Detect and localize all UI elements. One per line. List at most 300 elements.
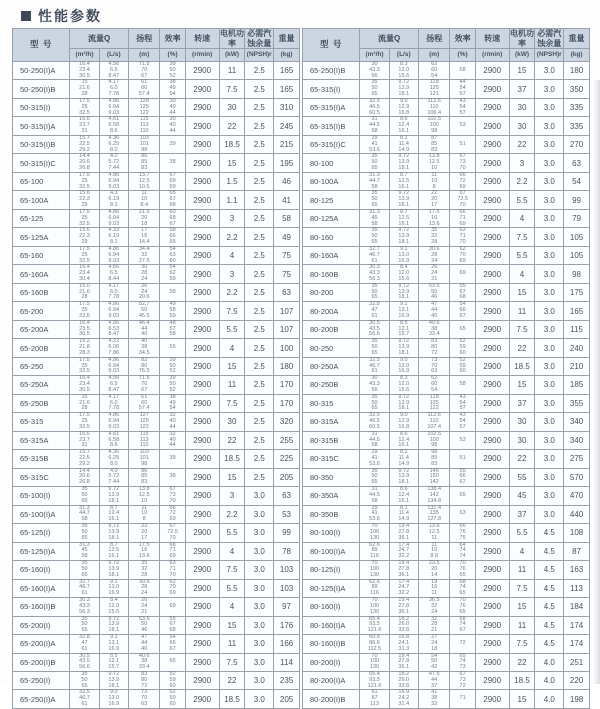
table-row [303,413,590,431]
efficiency-cell: 72 [450,635,475,653]
unit-weight: (kg) [274,49,300,62]
npsh-cell: 4.5 [535,524,564,542]
model-cell: 65-315C [13,468,70,486]
weight-cell: 163 [564,561,590,579]
head-cell: 11 10 8 [128,505,160,523]
speed-cell: 2900 [475,524,509,542]
model-cell: 65-315 [13,413,70,431]
table-row [13,320,300,338]
flow-ls-cell: 8.7 12.5 16.1 [99,542,128,560]
table-row [13,283,300,301]
weight-cell: 176 [274,616,300,634]
flow-ls-cell: 9.1 13.1 16.9 [99,635,128,653]
weight-cell: 225 [274,450,300,468]
table-row [13,616,300,634]
flow-m3h-cell: 35 50 65 [70,616,99,634]
table-row [303,542,590,560]
speed-cell: 2900 [185,117,219,135]
weight-cell: 97 [274,598,300,616]
head-cell: 26 24 21 [128,598,160,616]
flow-m3h-cell: 30.5 43.5 56.6 [70,653,99,671]
head-cell: 73 70 63 [128,690,160,708]
flow-m3h-cell: 70 100 130 [360,524,389,542]
npsh-cell: 4.5 [535,598,564,616]
head-cell: 53.5 50 46 [418,283,450,301]
flow-ls-cell: 4.33 6.19 8.1 [99,228,128,246]
weight-cell: 251 [564,653,590,671]
unit-npsh: (NPSH)r [245,49,274,62]
table-row [13,542,300,560]
power-cell: 22 [219,431,245,449]
efficiency-cell: 52 59 60 [450,357,475,375]
power-cell: 4 [509,265,535,283]
weight-cell: 184 [564,598,590,616]
header-head: 扬程 [128,29,160,49]
flow-ls-cell: 9.1 13.1 16.9 [389,302,418,320]
table-row [303,690,590,708]
flow-m3h-cell: 70 100 130 [360,598,389,616]
efficiency-cell: 32 40 44 [160,413,185,431]
table-row [13,62,300,80]
spec-table-left-wrap [12,28,300,708]
weight-cell: 165 [274,62,300,80]
flow-m3h-cell: 31 44.5 58 [360,487,389,505]
table-row [303,598,590,616]
head-cell: 26 24 20.6 [128,283,160,301]
power-cell: 15 [509,690,535,708]
power-cell: 11 [219,376,245,394]
weight-cell: 75 [274,265,300,283]
speed-cell: 2900 [475,616,509,634]
flow-m3h-cell: 30.5 43.5 56.6 [360,320,389,338]
efficiency-cell: 55 67 68 [160,616,185,634]
efficiency-cell: 39 50 52 [160,62,185,80]
flow-ls-cell: 4.56 6.5 8.47 [99,62,128,80]
head-cell: 17.5 16 13.6 [128,542,160,560]
power-cell: 11 [509,616,535,634]
head-cell: 41 38 32 [418,690,450,708]
npsh-cell: 3.0 [245,671,274,689]
flow-ls-cell: 17.4 24.7 32.2 [389,579,418,597]
model-cell: 65-315A [13,431,70,449]
speed-cell: 2900 [475,172,509,190]
weight-cell: 310 [274,98,300,116]
head-cell: 128 125 122 [128,98,160,116]
table-row [303,265,590,283]
weight-cell: 105 [564,246,590,264]
power-cell: 15 [219,616,245,634]
flow-m3h-cell: 29 41 53.6 [360,135,389,153]
speed-cell: 2900 [185,450,219,468]
power-cell: 11 [509,561,535,579]
flow-ls-cell: 9.72 13.9 18.1 [389,339,418,357]
efficiency-cell: 44 54 57 [450,80,475,98]
page-title [21,6,102,26]
model-cell: 80-200(I) [303,653,360,671]
npsh-cell: 2.5 [245,339,274,357]
npsh-cell: 2.5 [245,376,274,394]
flow-m3h-cell: 32.5 46.5 60.5 [360,413,389,431]
head-cell: 86 85 83 [128,154,160,172]
npsh-cell: 2.5 [245,450,274,468]
power-cell: 15 [509,598,535,616]
efficiency-cell: 58 [450,376,475,394]
flow-m3h-cell: 16.6 23.7 31 [70,431,99,449]
npsh-cell: 4.0 [535,671,564,689]
table-row [13,505,300,523]
npsh-cell: 3.0 [535,376,564,394]
efficiency-cell: 49 58 59 [160,302,185,320]
table-row [13,172,300,190]
npsh-cell: 3.0 [535,62,564,80]
power-cell: 37 [509,505,535,523]
flow-ls-cell: 4.61 6.58 8.6 [99,117,128,135]
table-row [13,561,300,579]
head-cell: 128 125 121 [418,80,450,98]
table-row [303,154,590,172]
flow-m3h-cell: 17.5 25 32.5 [70,246,99,264]
model-cell: 65-125(I)A [13,542,70,560]
flow-m3h-cell: 30 43.3 56 [360,62,389,80]
flow-ls-cell: 4.86 6.94 9.03 [99,98,128,116]
efficiency-cell: 39 50 52 [160,376,185,394]
table-header [303,29,590,62]
model-cell: 80-100(I) [303,524,360,542]
flow-ls-cell: 4.0 5.72 7.44 [99,468,128,486]
npsh-cell: 3.0 [535,339,564,357]
head-cell: 13.6 12.5 11 [418,524,450,542]
model-cell: 65-160 [13,246,70,264]
weight-cell: 185 [564,376,590,394]
speed-cell: 2900 [185,320,219,338]
flow-ls-cell: 4.86 6.94 9.03 [99,357,128,375]
power-cell: 11 [219,635,245,653]
efficiency-cell: 67 72.5 70 [450,191,475,209]
model-cell: 65-100A [13,191,70,209]
head-cell: 22 20 17 [128,524,160,542]
head-cell: 34.4 32 27.5 [128,246,160,264]
model-cell: 65-200(I)A [13,635,70,653]
model-cell: 80-200A [303,302,360,320]
efficiency-cell: 53 [450,431,475,449]
efficiency-cell: 58 66 65 [160,228,185,246]
flow-m3h-cell: 31.3 45 58 [70,542,99,560]
table-row [303,283,590,301]
model-cell: 65-250(I)A [13,690,70,708]
efficiency-cell: 65 74 73 [450,653,475,671]
table-row [303,228,590,246]
model-cell: 65-160(I)B [13,598,70,616]
flow-m3h-cell: 15 21.6 28 [70,80,99,98]
flow-ls-cell: 4.56 6.53 8.47 [99,320,128,338]
weight-cell: 320 [274,413,300,431]
model-cell: 50-315(I)A [13,117,70,135]
efficiency-cell: 67 72.5 70 [160,524,185,542]
power-cell: 2.2 [219,283,245,301]
flow-ls-cell: 4.17 6.0 7.78 [99,394,128,412]
power-cell: 22 [509,339,535,357]
weight-cell: 170 [274,376,300,394]
unit-head: (m) [128,49,160,62]
efficiency-cell: 51 [450,450,475,468]
weight-cell: 105 [564,228,590,246]
head-cell: 115 113 110 [128,117,160,135]
speed-cell: 2900 [185,154,219,172]
model-cell: 80-350 [303,468,360,486]
npsh-cell: 4.0 [535,690,564,708]
efficiency-cell: 52 59 60 [450,339,475,357]
flow-ls-cell: 8.1 11.4 14.9 [389,135,418,153]
header-efficiency: 效率 [160,29,185,49]
speed-cell: 2900 [185,228,219,246]
weight-cell: 63 [564,154,590,172]
head-cell: 22 20 17 [418,191,450,209]
head-cell: 73 70 63 [418,357,450,375]
speed-cell: 2900 [185,671,219,689]
npsh-cell: 3.0 [245,487,274,505]
efficiency-cell: 53 [450,117,475,135]
table-row [303,487,590,505]
weight-cell: 103 [274,561,300,579]
header-npsh: 必需汽蚀余量 [245,29,274,49]
flow-ls-cell: 4.86 6.94 9.03 [99,302,128,320]
npsh-cell: 3.0 [535,505,564,523]
efficiency-cell: 69 [450,265,475,283]
flow-m3h-cell: 35 50 65 [360,191,389,209]
speed-cell: 2900 [475,487,509,505]
weight-cell: 41 [274,191,300,209]
table-row [303,431,590,449]
weight-cell: 170 [274,394,300,412]
efficiency-cell: 43 54 57 [450,98,475,116]
npsh-cell: 3.0 [245,505,274,523]
flow-ls-cell: 9.72 13.9 18.1 [99,524,128,542]
flow-m3h-cell: 17.5 25 32.5 [70,98,99,116]
npsh-cell: 3.0 [535,320,564,338]
weight-cell: 195 [274,154,300,172]
power-cell: 7.5 [219,80,245,98]
title-bullet-icon [21,11,31,21]
unit-m3h: (m³/h) [360,49,389,62]
weight-cell: 174 [564,635,590,653]
flow-m3h-cell: 15.6 22.3 29 [70,228,99,246]
flow-ls-cell: 8.4 12.0 15.6 [99,598,128,616]
header-flow: 流量Q [360,29,419,49]
model-cell: 80-315A [303,413,360,431]
speed-cell: 2900 [185,635,219,653]
efficiency-cell: 43 54 57 [450,413,475,431]
head-cell: 52.7 50 45.5 [128,302,160,320]
head-cell: 19 16 11 [418,579,450,597]
head-cell: 128 125 122 [418,394,450,412]
power-cell: 22 [509,450,535,468]
power-cell: 30 [219,98,245,116]
model-cell: 80-100A [303,172,360,190]
npsh-cell: 3.0 [535,117,564,135]
flow-ls-cell: 19.4 27.8 36.1 [389,653,418,671]
flow-ls-cell: 4.22 6.06 7.86 [99,339,128,357]
table-row [13,154,300,172]
head-cell: 13.7 12.5 10.5 [128,172,160,190]
flow-m3h-cell: 61 87 113 [360,690,389,708]
flow-m3h-cell: 31.3 45 58 [360,209,389,227]
table-row [13,394,300,412]
flow-m3h-cell: 16.4 23.5 30.5 [70,320,99,338]
flow-m3h-cell: 15.2 21.8 28.3 [70,339,99,357]
speed-cell: 2900 [185,690,219,708]
table-row [303,357,590,375]
flow-ls-cell: 9.72 13.9 18.1 [389,283,418,301]
flow-m3h-cell: 35 50 65 [70,524,99,542]
model-cell: 50-315(I)B [13,135,70,153]
header-model: 型 号 [303,29,360,62]
weight-cell: 63 [274,283,300,301]
weight-cell: 275 [564,450,590,468]
power-cell: 15 [509,376,535,394]
flow-ls-cell: 4.56 6.5 8.44 [99,265,128,283]
npsh-cell: 3.0 [535,394,564,412]
model-cell: 65-250 [13,357,70,375]
npsh-cell: 3.0 [535,98,564,116]
speed-cell: 2900 [185,468,219,486]
head-cell: 61 60 57.4 [128,394,160,412]
head-cell: 26 24 21 [418,265,450,283]
power-cell: 3 [219,265,245,283]
model-cell: 65-125 [13,209,70,227]
npsh-cell: 3.0 [535,283,564,301]
table-row [303,98,590,116]
flow-m3h-cell: 32.8 47 61 [70,635,99,653]
spec-table-right [302,28,590,709]
weight-cell: 350 [564,80,590,98]
npsh-cell: 4.5 [535,561,564,579]
flow-ls-cell: 17.4 24.7 32.2 [389,542,418,560]
spec-table-right-wrap [302,28,590,708]
npsh-cell: 3.0 [535,209,564,227]
power-cell: 11 [219,62,245,80]
power-cell: 22 [509,135,535,153]
weight-cell: 79 [564,209,590,227]
unit-efficiency: (%) [160,49,185,62]
power-cell: 22 [219,671,245,689]
power-cell: 30 [219,413,245,431]
weight-cell: 103 [274,579,300,597]
head-cell: 11 10 8.4 [128,191,160,209]
flow-m3h-cell: 16.4 23.4 30.4 [70,265,99,283]
unit-ls: (L/s) [389,49,418,62]
weight-cell: 108 [564,524,590,542]
npsh-cell: 3.0 [535,172,564,190]
npsh-cell: 2.5 [245,62,274,80]
flow-ls-cell: 4.36 6.25 8.0 [99,450,128,468]
speed-cell: 2900 [185,524,219,542]
efficiency-cell: 55 67 68 [450,283,475,301]
head-cell: 40 38 34.5 [128,339,160,357]
flow-ls-cell: 8.3 12.0 15.6 [389,62,418,80]
head-cell: 82 80 76.5 [128,357,160,375]
npsh-cell: 2.5 [245,117,274,135]
flow-m3h-cell: 65.4 93.5 121.6 [360,671,389,689]
power-cell: 18.5 [219,690,245,708]
flow-ls-cell: 4.86 6.94 9.03 [99,246,128,264]
flow-m3h-cell: 17.5 25 32.5 [70,172,99,190]
efficiency-cell: 43 54 57 [450,394,475,412]
speed-cell: 2900 [475,394,509,412]
table-row [13,598,300,616]
table-row [13,339,300,357]
flow-m3h-cell: 65.4 93.5 121.6 [360,616,389,634]
table-row [13,579,300,597]
flow-m3h-cell: 32.7 46.7 61 [360,246,389,264]
flow-m3h-cell: 70 100 130 [360,561,389,579]
speed-cell: 2900 [475,62,509,80]
efficiency-cell: 69 [160,598,185,616]
flow-m3h-cell: 32.5 46.7 61 [70,690,99,708]
power-cell: 4 [219,542,245,560]
head-cell: 40.6 38 33.4 [418,320,450,338]
head-cell: 71.5 70 67 [128,62,160,80]
head-cell: 127 125 122 [128,413,160,431]
weight-cell: 570 [564,468,590,486]
head-cell: 13.8 12.5 10 [418,154,450,172]
head-cell: 61 60 57.4 [128,80,160,98]
npsh-cell: 4.5 [535,635,564,653]
weight-cell: 99 [564,191,590,209]
unit-speed: (r/min) [475,49,509,62]
head-cell: 115 113 110 [128,431,160,449]
unit-ls: (L/s) [99,49,128,62]
weight-cell: 107 [274,302,300,320]
npsh-cell: 3.0 [535,302,564,320]
head-cell: 17 16 14.4 [128,228,160,246]
head-cell: 146 150 142 [418,468,450,486]
efficiency-cell: 66 71 69 [450,209,475,227]
table-row [303,135,590,153]
power-cell: 1.1 [219,191,245,209]
npsh-cell: 2.5 [245,228,274,246]
unit-weight: (kg) [564,49,590,62]
npsh-cell: 2.5 [245,246,274,264]
flow-ls-cell: 4.56 6.5 8.47 [99,376,128,394]
speed-cell: 2900 [475,339,509,357]
model-cell: 80-315C [303,450,360,468]
model-cell: 80-160A [303,246,360,264]
flow-m3h-cell: 31.3 44.7 58 [360,172,389,190]
table-row [303,246,590,264]
weight-cell: 180 [564,62,590,80]
weight-cell: 210 [564,357,590,375]
power-cell: 22 [509,653,535,671]
flow-ls-cell: 9.72 13.9 18.1 [99,487,128,505]
model-cell: 80-250B [303,376,360,394]
efficiency-cell: 67 73 70 [450,154,475,172]
flow-ls-cell: 9.72 13.9 18.1 [389,228,418,246]
speed-cell: 2900 [185,265,219,283]
efficiency-cell: 58 [160,283,185,301]
head-cell: 11 10 8 [418,172,450,190]
table-row [13,671,300,689]
power-cell: 30 [509,117,535,135]
unit-efficiency: (%) [450,49,475,62]
table-row [13,653,300,671]
weight-cell: 78 [274,542,300,560]
speed-cell: 2900 [475,542,509,560]
table-row [303,117,590,135]
weight-cell: 58 [274,209,300,227]
flow-ls-cell: 19.4 27.8 36.1 [389,561,418,579]
npsh-cell: 2.5 [245,191,274,209]
weight-cell: 255 [274,431,300,449]
